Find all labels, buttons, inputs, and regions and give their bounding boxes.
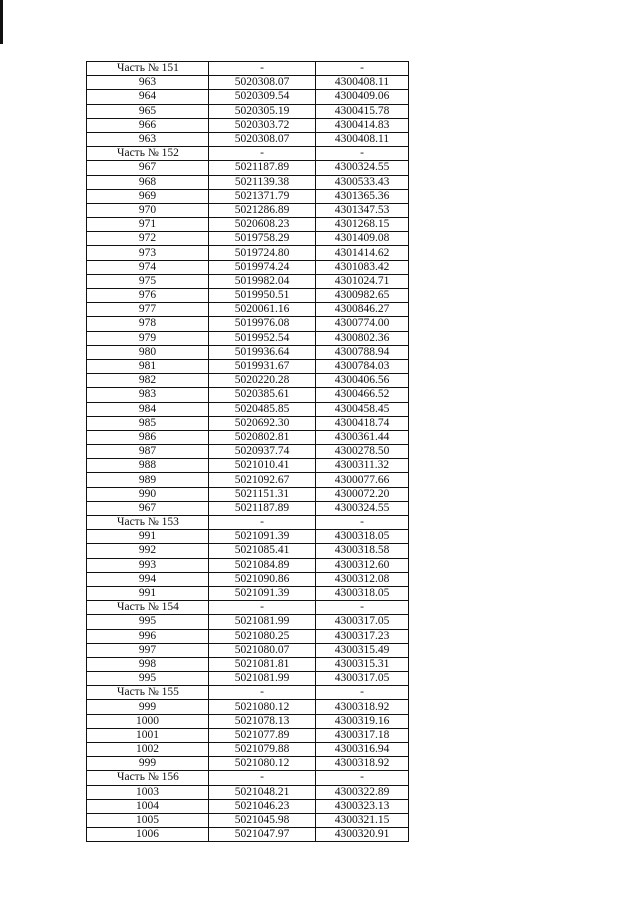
- x-coordinate-cell: 5020309.54: [209, 90, 316, 104]
- point-number-cell: 971: [87, 218, 209, 232]
- y-coordinate-cell: 4300317.05: [316, 672, 409, 686]
- point-number-cell: 988: [87, 459, 209, 473]
- part-label-cell: Часть № 152: [87, 147, 209, 161]
- y-coordinate-cell: 4300320.91: [316, 828, 409, 842]
- point-number-cell: 963: [87, 132, 209, 146]
- y-coordinate-cell: 4300409.06: [316, 90, 409, 104]
- y-coordinate-cell: 4300982.65: [316, 289, 409, 303]
- point-number-cell: 999: [87, 700, 209, 714]
- x-coordinate-cell: 5020802.81: [209, 430, 316, 444]
- point-number-cell: 980: [87, 345, 209, 359]
- table-row: [87, 90, 409, 104]
- table-row: [87, 374, 409, 388]
- table-row: [87, 643, 409, 657]
- point-number-cell: 981: [87, 359, 209, 373]
- x-coordinate-cell: 5021080.07: [209, 643, 316, 657]
- y-coordinate-cell: 4300317.23: [316, 629, 409, 643]
- table-row: [87, 76, 409, 90]
- table-row: [87, 672, 409, 686]
- x-coordinate-cell: 5020061.16: [209, 303, 316, 317]
- part-dash-cell: -: [316, 147, 409, 161]
- y-coordinate-cell: 4301083.42: [316, 260, 409, 274]
- x-coordinate-cell: 5021080.12: [209, 757, 316, 771]
- y-coordinate-cell: 4300418.74: [316, 416, 409, 430]
- part-label-cell: Часть № 156: [87, 771, 209, 785]
- part-dash-cell: -: [209, 62, 316, 76]
- point-number-cell: 967: [87, 501, 209, 515]
- table-row: [87, 473, 409, 487]
- point-number-cell: 1001: [87, 728, 209, 742]
- y-coordinate-cell: 4300406.56: [316, 374, 409, 388]
- x-coordinate-cell: 5021139.38: [209, 175, 316, 189]
- point-number-cell: 977: [87, 303, 209, 317]
- table-row: [87, 203, 409, 217]
- x-coordinate-cell: 5019952.54: [209, 331, 316, 345]
- point-number-cell: 984: [87, 402, 209, 416]
- y-coordinate-cell: 4300318.05: [316, 530, 409, 544]
- part-dash-cell: -: [209, 686, 316, 700]
- point-number-cell: 1003: [87, 785, 209, 799]
- point-number-cell: 975: [87, 274, 209, 288]
- table-row: [87, 274, 409, 288]
- point-number-cell: 991: [87, 586, 209, 600]
- part-label-cell: Часть № 155: [87, 686, 209, 700]
- y-coordinate-cell: 4300788.94: [316, 345, 409, 359]
- table-row: [87, 714, 409, 728]
- table-row: [87, 317, 409, 331]
- y-coordinate-cell: 4300846.27: [316, 303, 409, 317]
- x-coordinate-cell: 5020305.19: [209, 104, 316, 118]
- table-row: [87, 104, 409, 118]
- table-row: [87, 459, 409, 473]
- x-coordinate-cell: 5019982.04: [209, 274, 316, 288]
- x-coordinate-cell: 5020937.74: [209, 445, 316, 459]
- table-row: [87, 813, 409, 827]
- y-coordinate-cell: 4300312.60: [316, 558, 409, 572]
- table-row: [87, 345, 409, 359]
- x-coordinate-cell: 5019724.80: [209, 246, 316, 260]
- point-number-cell: 970: [87, 203, 209, 217]
- point-number-cell: 969: [87, 189, 209, 203]
- x-coordinate-cell: 5021187.89: [209, 501, 316, 515]
- table-row: [87, 657, 409, 671]
- part-header-row: [87, 686, 409, 700]
- table-row: [87, 487, 409, 501]
- x-coordinate-cell: 5021090.86: [209, 572, 316, 586]
- y-coordinate-cell: 4300318.58: [316, 544, 409, 558]
- table-row: [87, 132, 409, 146]
- coordinates-table: [86, 61, 409, 842]
- table-row: [87, 416, 409, 430]
- x-coordinate-cell: 5020308.07: [209, 132, 316, 146]
- table-row: [87, 728, 409, 742]
- y-coordinate-cell: 4300321.15: [316, 813, 409, 827]
- point-number-cell: 986: [87, 430, 209, 444]
- point-number-cell: 963: [87, 76, 209, 90]
- x-coordinate-cell: 5021081.99: [209, 615, 316, 629]
- x-coordinate-cell: 5019976.08: [209, 317, 316, 331]
- point-number-cell: 968: [87, 175, 209, 189]
- table-row: [87, 189, 409, 203]
- point-number-cell: 995: [87, 615, 209, 629]
- x-coordinate-cell: 5021046.23: [209, 799, 316, 813]
- y-coordinate-cell: 4301409.08: [316, 232, 409, 246]
- point-number-cell: 989: [87, 473, 209, 487]
- y-coordinate-cell: 4300466.52: [316, 388, 409, 402]
- x-coordinate-cell: 5021084.89: [209, 558, 316, 572]
- table-row: [87, 430, 409, 444]
- table-row: [87, 303, 409, 317]
- point-number-cell: 966: [87, 118, 209, 132]
- point-number-cell: 985: [87, 416, 209, 430]
- y-coordinate-cell: 4300458.45: [316, 402, 409, 416]
- point-number-cell: 973: [87, 246, 209, 260]
- x-coordinate-cell: 5021010.41: [209, 459, 316, 473]
- table-row: [87, 175, 409, 189]
- point-number-cell: 982: [87, 374, 209, 388]
- y-coordinate-cell: 4301414.62: [316, 246, 409, 260]
- point-number-cell: 1000: [87, 714, 209, 728]
- y-coordinate-cell: 4300072.20: [316, 487, 409, 501]
- table-row: [87, 161, 409, 175]
- part-dash-cell: -: [316, 62, 409, 76]
- point-number-cell: 965: [87, 104, 209, 118]
- x-coordinate-cell: 5021151.31: [209, 487, 316, 501]
- point-number-cell: 1006: [87, 828, 209, 842]
- y-coordinate-cell: 4300318.92: [316, 700, 409, 714]
- table-row: [87, 743, 409, 757]
- y-coordinate-cell: 4300784.03: [316, 359, 409, 373]
- table-row: [87, 232, 409, 246]
- table-row: [87, 544, 409, 558]
- point-number-cell: 979: [87, 331, 209, 345]
- x-coordinate-cell: 5020308.07: [209, 76, 316, 90]
- point-number-cell: 974: [87, 260, 209, 274]
- table-row: [87, 530, 409, 544]
- x-coordinate-cell: 5021371.79: [209, 189, 316, 203]
- x-coordinate-cell: 5021080.12: [209, 700, 316, 714]
- x-coordinate-cell: 5021081.99: [209, 672, 316, 686]
- table-row: [87, 501, 409, 515]
- y-coordinate-cell: 4300318.05: [316, 586, 409, 600]
- x-coordinate-cell: 5020303.72: [209, 118, 316, 132]
- point-number-cell: 996: [87, 629, 209, 643]
- part-dash-cell: -: [316, 601, 409, 615]
- y-coordinate-cell: 4300312.08: [316, 572, 409, 586]
- x-coordinate-cell: 5019931.67: [209, 359, 316, 373]
- part-dash-cell: -: [209, 601, 316, 615]
- y-coordinate-cell: 4300324.55: [316, 501, 409, 515]
- point-number-cell: 998: [87, 657, 209, 671]
- point-number-cell: 993: [87, 558, 209, 572]
- point-number-cell: 976: [87, 289, 209, 303]
- point-number-cell: 978: [87, 317, 209, 331]
- table-row: [87, 246, 409, 260]
- table-row: [87, 331, 409, 345]
- y-coordinate-cell: 4300414.83: [316, 118, 409, 132]
- y-coordinate-cell: 4300317.18: [316, 728, 409, 742]
- table-row: [87, 586, 409, 600]
- x-coordinate-cell: 5020220.28: [209, 374, 316, 388]
- x-coordinate-cell: 5019936.64: [209, 345, 316, 359]
- point-number-cell: 983: [87, 388, 209, 402]
- coordinates-table-body: [87, 62, 409, 842]
- y-coordinate-cell: 4301268.15: [316, 218, 409, 232]
- y-coordinate-cell: 4301024.71: [316, 274, 409, 288]
- table-row: [87, 828, 409, 842]
- x-coordinate-cell: 5020385.61: [209, 388, 316, 402]
- y-coordinate-cell: 4300318.92: [316, 757, 409, 771]
- table-row: [87, 629, 409, 643]
- table-row: [87, 359, 409, 373]
- part-dash-cell: -: [209, 147, 316, 161]
- x-coordinate-cell: 5021286.89: [209, 203, 316, 217]
- point-number-cell: 994: [87, 572, 209, 586]
- y-coordinate-cell: 4300361.44: [316, 430, 409, 444]
- x-coordinate-cell: 5021045.98: [209, 813, 316, 827]
- y-coordinate-cell: 4300323.13: [316, 799, 409, 813]
- x-coordinate-cell: 5021080.25: [209, 629, 316, 643]
- x-coordinate-cell: 5021091.39: [209, 586, 316, 600]
- table-row: [87, 218, 409, 232]
- table-row: [87, 615, 409, 629]
- point-number-cell: 991: [87, 530, 209, 544]
- point-number-cell: 1005: [87, 813, 209, 827]
- table-row: [87, 700, 409, 714]
- y-coordinate-cell: 4301365.36: [316, 189, 409, 203]
- part-dash-cell: -: [316, 771, 409, 785]
- x-coordinate-cell: 5021187.89: [209, 161, 316, 175]
- y-coordinate-cell: 4300315.49: [316, 643, 409, 657]
- table-row: [87, 799, 409, 813]
- part-header-row: [87, 147, 409, 161]
- x-coordinate-cell: 5021047.97: [209, 828, 316, 842]
- y-coordinate-cell: 4300802.36: [316, 331, 409, 345]
- x-coordinate-cell: 5020692.30: [209, 416, 316, 430]
- table-row: [87, 757, 409, 771]
- part-dash-cell: -: [316, 516, 409, 530]
- table-row: [87, 289, 409, 303]
- part-header-row: [87, 601, 409, 615]
- scan-edge-mark: [0, 0, 3, 44]
- table-row: [87, 572, 409, 586]
- x-coordinate-cell: 5021079.88: [209, 743, 316, 757]
- y-coordinate-cell: 4300415.78: [316, 104, 409, 118]
- x-coordinate-cell: 5021091.39: [209, 530, 316, 544]
- point-number-cell: 987: [87, 445, 209, 459]
- y-coordinate-cell: 4300317.05: [316, 615, 409, 629]
- x-coordinate-cell: 5021092.67: [209, 473, 316, 487]
- x-coordinate-cell: 5021081.81: [209, 657, 316, 671]
- point-number-cell: 967: [87, 161, 209, 175]
- x-coordinate-cell: 5019758.29: [209, 232, 316, 246]
- y-coordinate-cell: 4300316.94: [316, 743, 409, 757]
- point-number-cell: 995: [87, 672, 209, 686]
- y-coordinate-cell: 4300322.89: [316, 785, 409, 799]
- point-number-cell: 999: [87, 757, 209, 771]
- x-coordinate-cell: 5021048.21: [209, 785, 316, 799]
- part-header-row: [87, 516, 409, 530]
- part-dash-cell: -: [316, 686, 409, 700]
- x-coordinate-cell: 5021077.89: [209, 728, 316, 742]
- point-number-cell: 964: [87, 90, 209, 104]
- x-coordinate-cell: 5020485.85: [209, 402, 316, 416]
- x-coordinate-cell: 5021078.13: [209, 714, 316, 728]
- table-row: [87, 388, 409, 402]
- y-coordinate-cell: 4300315.31: [316, 657, 409, 671]
- x-coordinate-cell: 5019974.24: [209, 260, 316, 274]
- table-row: [87, 260, 409, 274]
- point-number-cell: 1004: [87, 799, 209, 813]
- point-number-cell: 992: [87, 544, 209, 558]
- y-coordinate-cell: 4300311.32: [316, 459, 409, 473]
- x-coordinate-cell: 5019950.51: [209, 289, 316, 303]
- y-coordinate-cell: 4300533.43: [316, 175, 409, 189]
- part-dash-cell: -: [209, 516, 316, 530]
- y-coordinate-cell: 4301347.53: [316, 203, 409, 217]
- part-header-row: [87, 62, 409, 76]
- x-coordinate-cell: 5021085.41: [209, 544, 316, 558]
- y-coordinate-cell: 4300278.50: [316, 445, 409, 459]
- y-coordinate-cell: 4300324.55: [316, 161, 409, 175]
- y-coordinate-cell: 4300774.00: [316, 317, 409, 331]
- table-row: [87, 785, 409, 799]
- table-row: [87, 445, 409, 459]
- y-coordinate-cell: 4300408.11: [316, 76, 409, 90]
- x-coordinate-cell: 5020608.23: [209, 218, 316, 232]
- table-row: [87, 118, 409, 132]
- part-header-row: [87, 771, 409, 785]
- point-number-cell: 1002: [87, 743, 209, 757]
- table-row: [87, 558, 409, 572]
- part-label-cell: Часть № 151: [87, 62, 209, 76]
- table-row: [87, 402, 409, 416]
- point-number-cell: 990: [87, 487, 209, 501]
- point-number-cell: 972: [87, 232, 209, 246]
- y-coordinate-cell: 4300319.16: [316, 714, 409, 728]
- y-coordinate-cell: 4300408.11: [316, 132, 409, 146]
- point-number-cell: 997: [87, 643, 209, 657]
- y-coordinate-cell: 4300077.66: [316, 473, 409, 487]
- part-label-cell: Часть № 153: [87, 516, 209, 530]
- part-label-cell: Часть № 154: [87, 601, 209, 615]
- part-dash-cell: -: [209, 771, 316, 785]
